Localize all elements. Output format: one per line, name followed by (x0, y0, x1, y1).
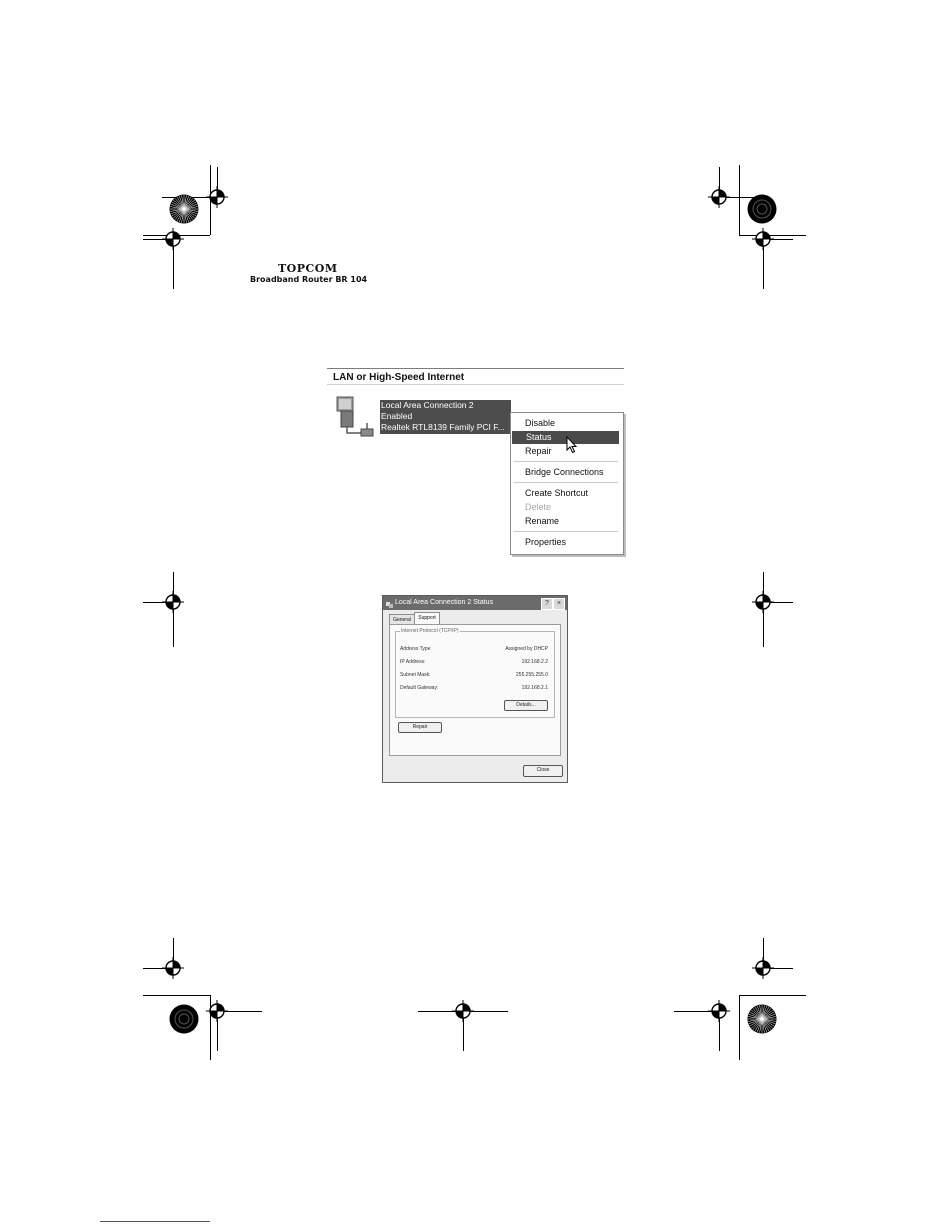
registration-mark-icon (162, 957, 184, 979)
registration-mark-icon (752, 591, 774, 613)
ip-address-label: IP Address: (400, 659, 426, 665)
registration-mark-icon (708, 1000, 730, 1022)
details-button[interactable]: Details... (504, 700, 548, 711)
registration-mark-icon (206, 186, 228, 208)
dialog-title-bar (383, 596, 567, 610)
address-type-value: Assigned by DHCP (505, 646, 548, 652)
help-button[interactable]: ? (541, 598, 553, 610)
network-connection-icon[interactable] (333, 395, 377, 439)
crop-line (143, 995, 210, 996)
ip-address-value: 192.168.2.2 (521, 659, 548, 665)
tcpip-group (395, 628, 555, 718)
network-icon (386, 600, 393, 606)
menu-item-rename[interactable]: Rename (525, 516, 560, 526)
section-divider (327, 384, 624, 385)
crop-line (739, 995, 740, 1060)
default-gateway-value: 192.168.2.1 (521, 685, 548, 691)
tab-support[interactable]: Support (414, 612, 440, 625)
subnet-mask-label: Subnet Mask: (400, 672, 431, 678)
repair-button[interactable]: Repair (398, 722, 442, 733)
sunburst-mark (747, 1004, 777, 1034)
support-tab-panel (389, 624, 561, 756)
menu-item-status[interactable]: Status (512, 431, 619, 444)
context-menu (510, 412, 624, 555)
registration-mark-icon (162, 591, 184, 613)
section-title: LAN or High-Speed Internet (333, 372, 465, 383)
menu-item-properties[interactable]: Properties (525, 537, 567, 547)
registration-mark-icon (752, 957, 774, 979)
mouse-pointer-icon (566, 436, 578, 454)
menu-item-disable[interactable]: Disable (525, 418, 556, 428)
tab-general[interactable]: General (389, 614, 415, 625)
subnet-mask-value: 255.255.255.0 (516, 672, 548, 678)
brand-logo: TOPCOM (278, 262, 338, 275)
crop-line (739, 165, 740, 235)
menu-separator (514, 461, 618, 462)
dialog-title: Local Area Connection 2 Status (395, 599, 494, 606)
connection-status-dialog (382, 595, 568, 783)
menu-separator (514, 482, 618, 483)
menu-item-create-shortcut[interactable]: Create Shortcut (525, 488, 589, 498)
registration-mark-icon (752, 228, 774, 250)
registration-mark-icon (452, 1000, 474, 1022)
connection-status: Enabled (381, 411, 413, 421)
connection-name: Local Area Connection 2 (381, 400, 474, 410)
connection-adapter: Realtek RTL8139 Family PCI F... (381, 422, 505, 432)
section-divider (327, 368, 624, 369)
default-gateway-label: Default Gateway: (400, 685, 439, 691)
registration-mark-icon (162, 228, 184, 250)
menu-separator (514, 531, 618, 532)
menu-item-repair[interactable]: Repair (525, 446, 552, 456)
menu-item-bridge-connections[interactable]: Bridge Connections (525, 467, 604, 477)
crop-line (739, 995, 806, 996)
footer-rule (100, 1221, 210, 1222)
registration-mark-icon (206, 1000, 228, 1022)
connection-item-selected[interactable] (380, 400, 511, 434)
sunburst-mark (747, 194, 777, 224)
sunburst-mark (169, 194, 199, 224)
group-title: Internet Protocol (TCP/IP) (401, 628, 459, 634)
close-button[interactable]: Close (523, 765, 563, 777)
address-type-label: Address Type (400, 646, 431, 652)
menu-item-delete: Delete (525, 502, 552, 512)
close-icon[interactable]: × (553, 598, 565, 610)
registration-mark-icon (708, 186, 730, 208)
sunburst-mark (169, 1004, 199, 1034)
product-model: Broadband Router BR 104 (250, 275, 368, 284)
